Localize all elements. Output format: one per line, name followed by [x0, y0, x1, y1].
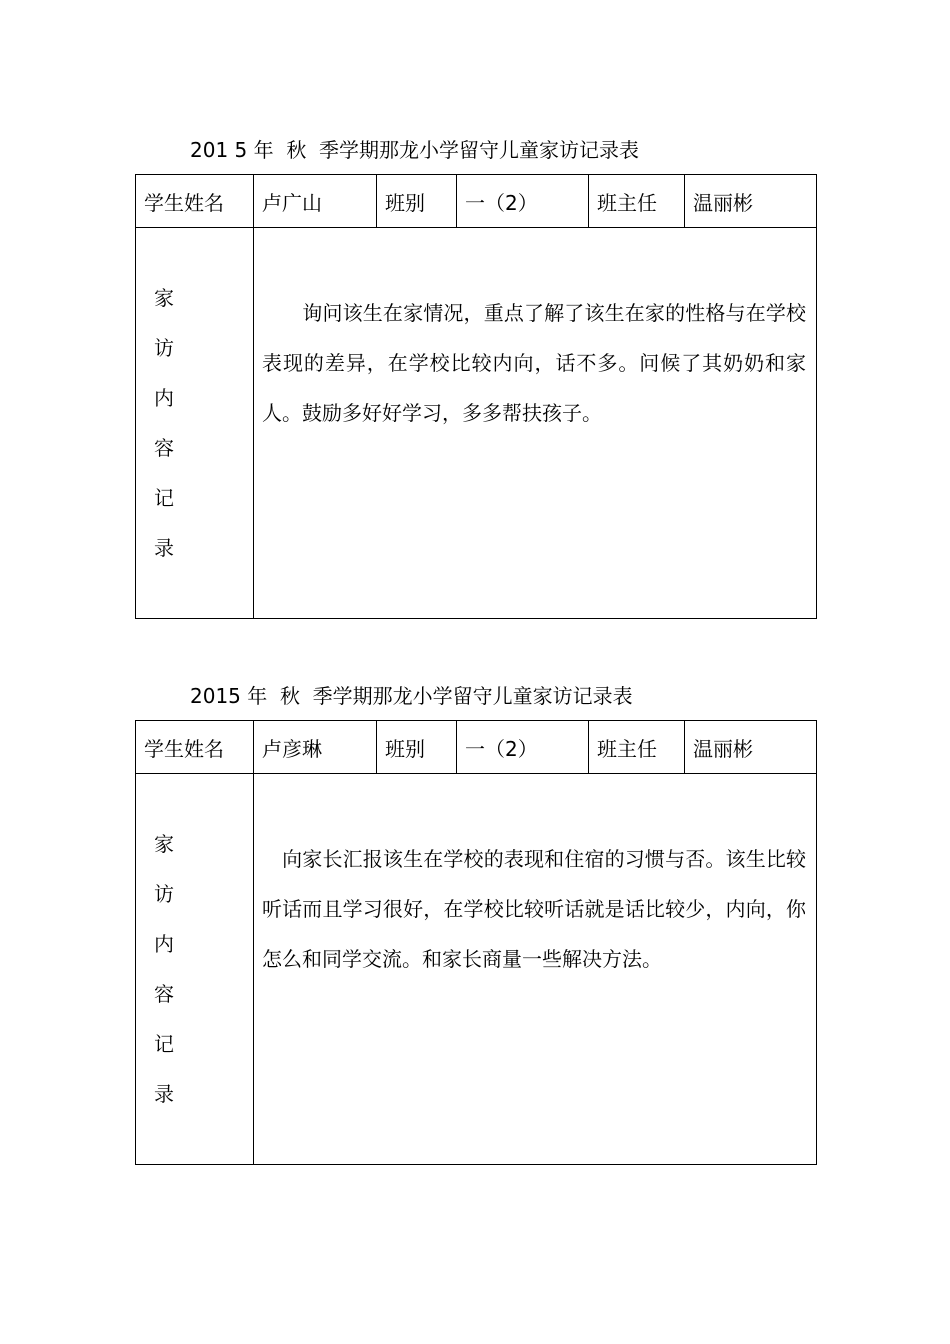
label-char: 容	[154, 436, 174, 460]
visit-record-table	[135, 174, 817, 619]
label-char: 内	[154, 932, 174, 956]
header-row	[136, 721, 817, 774]
visit-content-label	[136, 774, 254, 1165]
content-row	[136, 774, 817, 1165]
teacher-label: 班主任	[589, 175, 685, 228]
record-title: 201 5 年 秋 季学期那龙小学留守儿童家访记录表	[190, 138, 640, 162]
visit-record-table	[135, 720, 817, 1165]
student-name-label: 学生姓名	[136, 175, 254, 228]
label-char: 录	[154, 1082, 174, 1106]
teacher-value: 温丽彬	[685, 721, 817, 774]
student-name-value: 卢广山	[254, 175, 377, 228]
label-char: 内	[154, 386, 174, 410]
visit-content-text: 询问该生在家情况，重点了解了该生在家的性格与在学校表现的差异，在学校比较内向，话不多。问候了其奶奶和家人。鼓励多好好学习，多多帮扶孩子。	[254, 228, 817, 619]
label-char: 录	[154, 536, 174, 560]
label-char: 家	[154, 286, 174, 310]
class-value: 一（2）	[457, 721, 589, 774]
class-label: 班别	[377, 721, 457, 774]
label-char: 容	[154, 982, 174, 1006]
content-row	[136, 228, 817, 619]
label-char: 家	[154, 832, 174, 856]
header-row	[136, 175, 817, 228]
label-char: 记	[154, 1032, 174, 1056]
teacher-label: 班主任	[589, 721, 685, 774]
visit-content-label	[136, 228, 254, 619]
class-value: 一（2）	[457, 175, 589, 228]
visit-content-text: 向家长汇报该生在学校的表现和住宿的习惯与否。该生比较听话而且学习很好，在学校比较听话就是话比较少，内向，你怎么和同学交流。和家长商量一些解决方法。	[254, 774, 817, 1165]
teacher-value: 温丽彬	[685, 175, 817, 228]
label-char: 访	[154, 336, 174, 360]
record-title: 2015 年 秋 季学期那龙小学留守儿童家访记录表	[190, 684, 633, 708]
student-name-label: 学生姓名	[136, 721, 254, 774]
label-char: 记	[154, 486, 174, 510]
class-label: 班别	[377, 175, 457, 228]
student-name-value: 卢彦琳	[254, 721, 377, 774]
label-char: 访	[154, 882, 174, 906]
